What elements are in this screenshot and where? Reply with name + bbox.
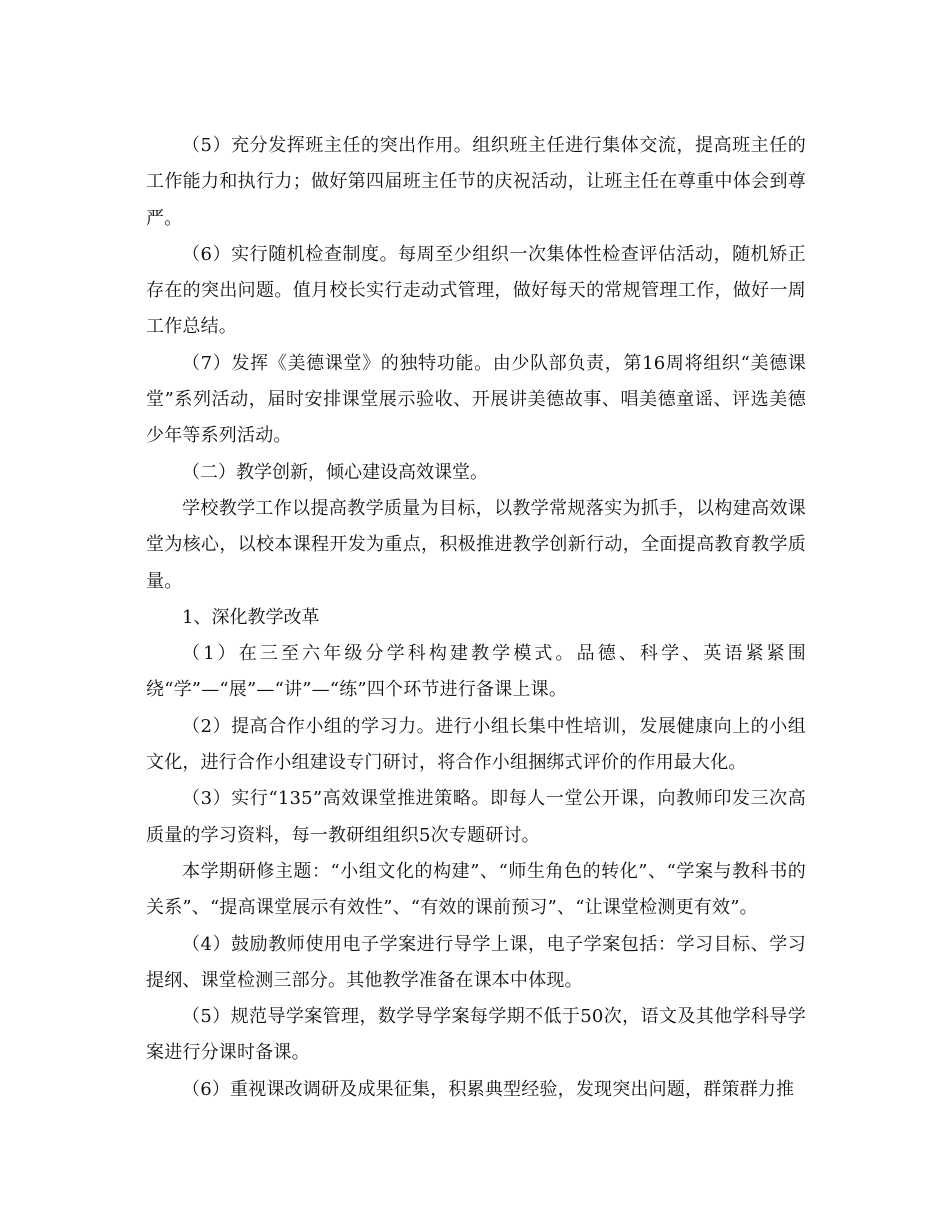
- paragraph-teaching-goals: 学校教学工作以提高教学质量为目标，以教学常规落实为抓手，以构建高效课堂为核心，以校本课程开发为重点，积极推进教学创新行动，全面提高教育教学质量。: [146, 497, 806, 592]
- paragraph-cooperative-groups: （2）提高合作小组的学习力。进行小组长集中性培训，发展健康向上的小组文化，进行合作小组建设专门研讨，将合作小组捆绑式评价的作用最大化。: [146, 715, 806, 774]
- section-heading-teaching-innovation: （二）教学创新，倾心建设高效课堂。: [182, 461, 488, 483]
- paragraph-teaching-model: （1）在三至六年级分学科构建教学模式。品德、科学、英语紧紧围绕“学”—“展”—“讲”—“练”四个环节进行备课上课。: [146, 643, 806, 701]
- paragraph-random-inspection: （6）实行随机检查制度。每周至少组织一次集体性检查评估活动，随机矫正存在的突出问题。值月校长实行走动式管理，做好每天的常规管理工作，做好一周工作总结。: [146, 243, 806, 338]
- paragraph-class-teacher-role: （5）充分发挥班主任的突出作用。组织班主任进行集体交流，提高班主任的工作能力和执行力；做好第四届班主任节的庆祝活动，让班主任在尊重中体会到尊严。: [146, 135, 806, 229]
- paragraph-reform-research: （6）重视课改调研及成果征集，积累典型经验，发现突出问题，群策群力推: [182, 1078, 795, 1100]
- paragraph-electronic-plans: （4）鼓励教师使用电子学案进行导学上课，电子学案包括：学习目标、学习提纲、课堂检测三部分。其他教学准备在课本中体现。: [146, 933, 806, 991]
- subheading-deepen-reform: 1、深化教学改革: [182, 606, 320, 628]
- paragraph-research-themes: 本学期研修主题：“小组文化的构建”、“师生角色的转化”、“学案与教科书的关系”、“提高课堂展示有效性”、“有效的课前预习”、“让课堂检测更有效”。: [146, 860, 806, 919]
- paragraph-135-strategy: （3）实行“135”高效课堂推进策略。即每人一堂公开课，向教师印发三次高质量的学习资料，每一教研组组织5次专题研讨。: [146, 788, 806, 846]
- paragraph-virtue-classroom: （7）发挥《美德课堂》的独特功能。由少队部负责，第16周将组织“美德课堂”系列活动，届时安排课堂展示验收、开展讲美德故事、唱美德童谣、评选美德少年等系列活动。: [146, 352, 806, 447]
- document-body: [146, 128, 806, 1108]
- paragraph-plan-management: （5）规范导学案管理，数学导学案每学期不低于50次，语文及其他学科导学案进行分课时备课。: [146, 1006, 806, 1064]
